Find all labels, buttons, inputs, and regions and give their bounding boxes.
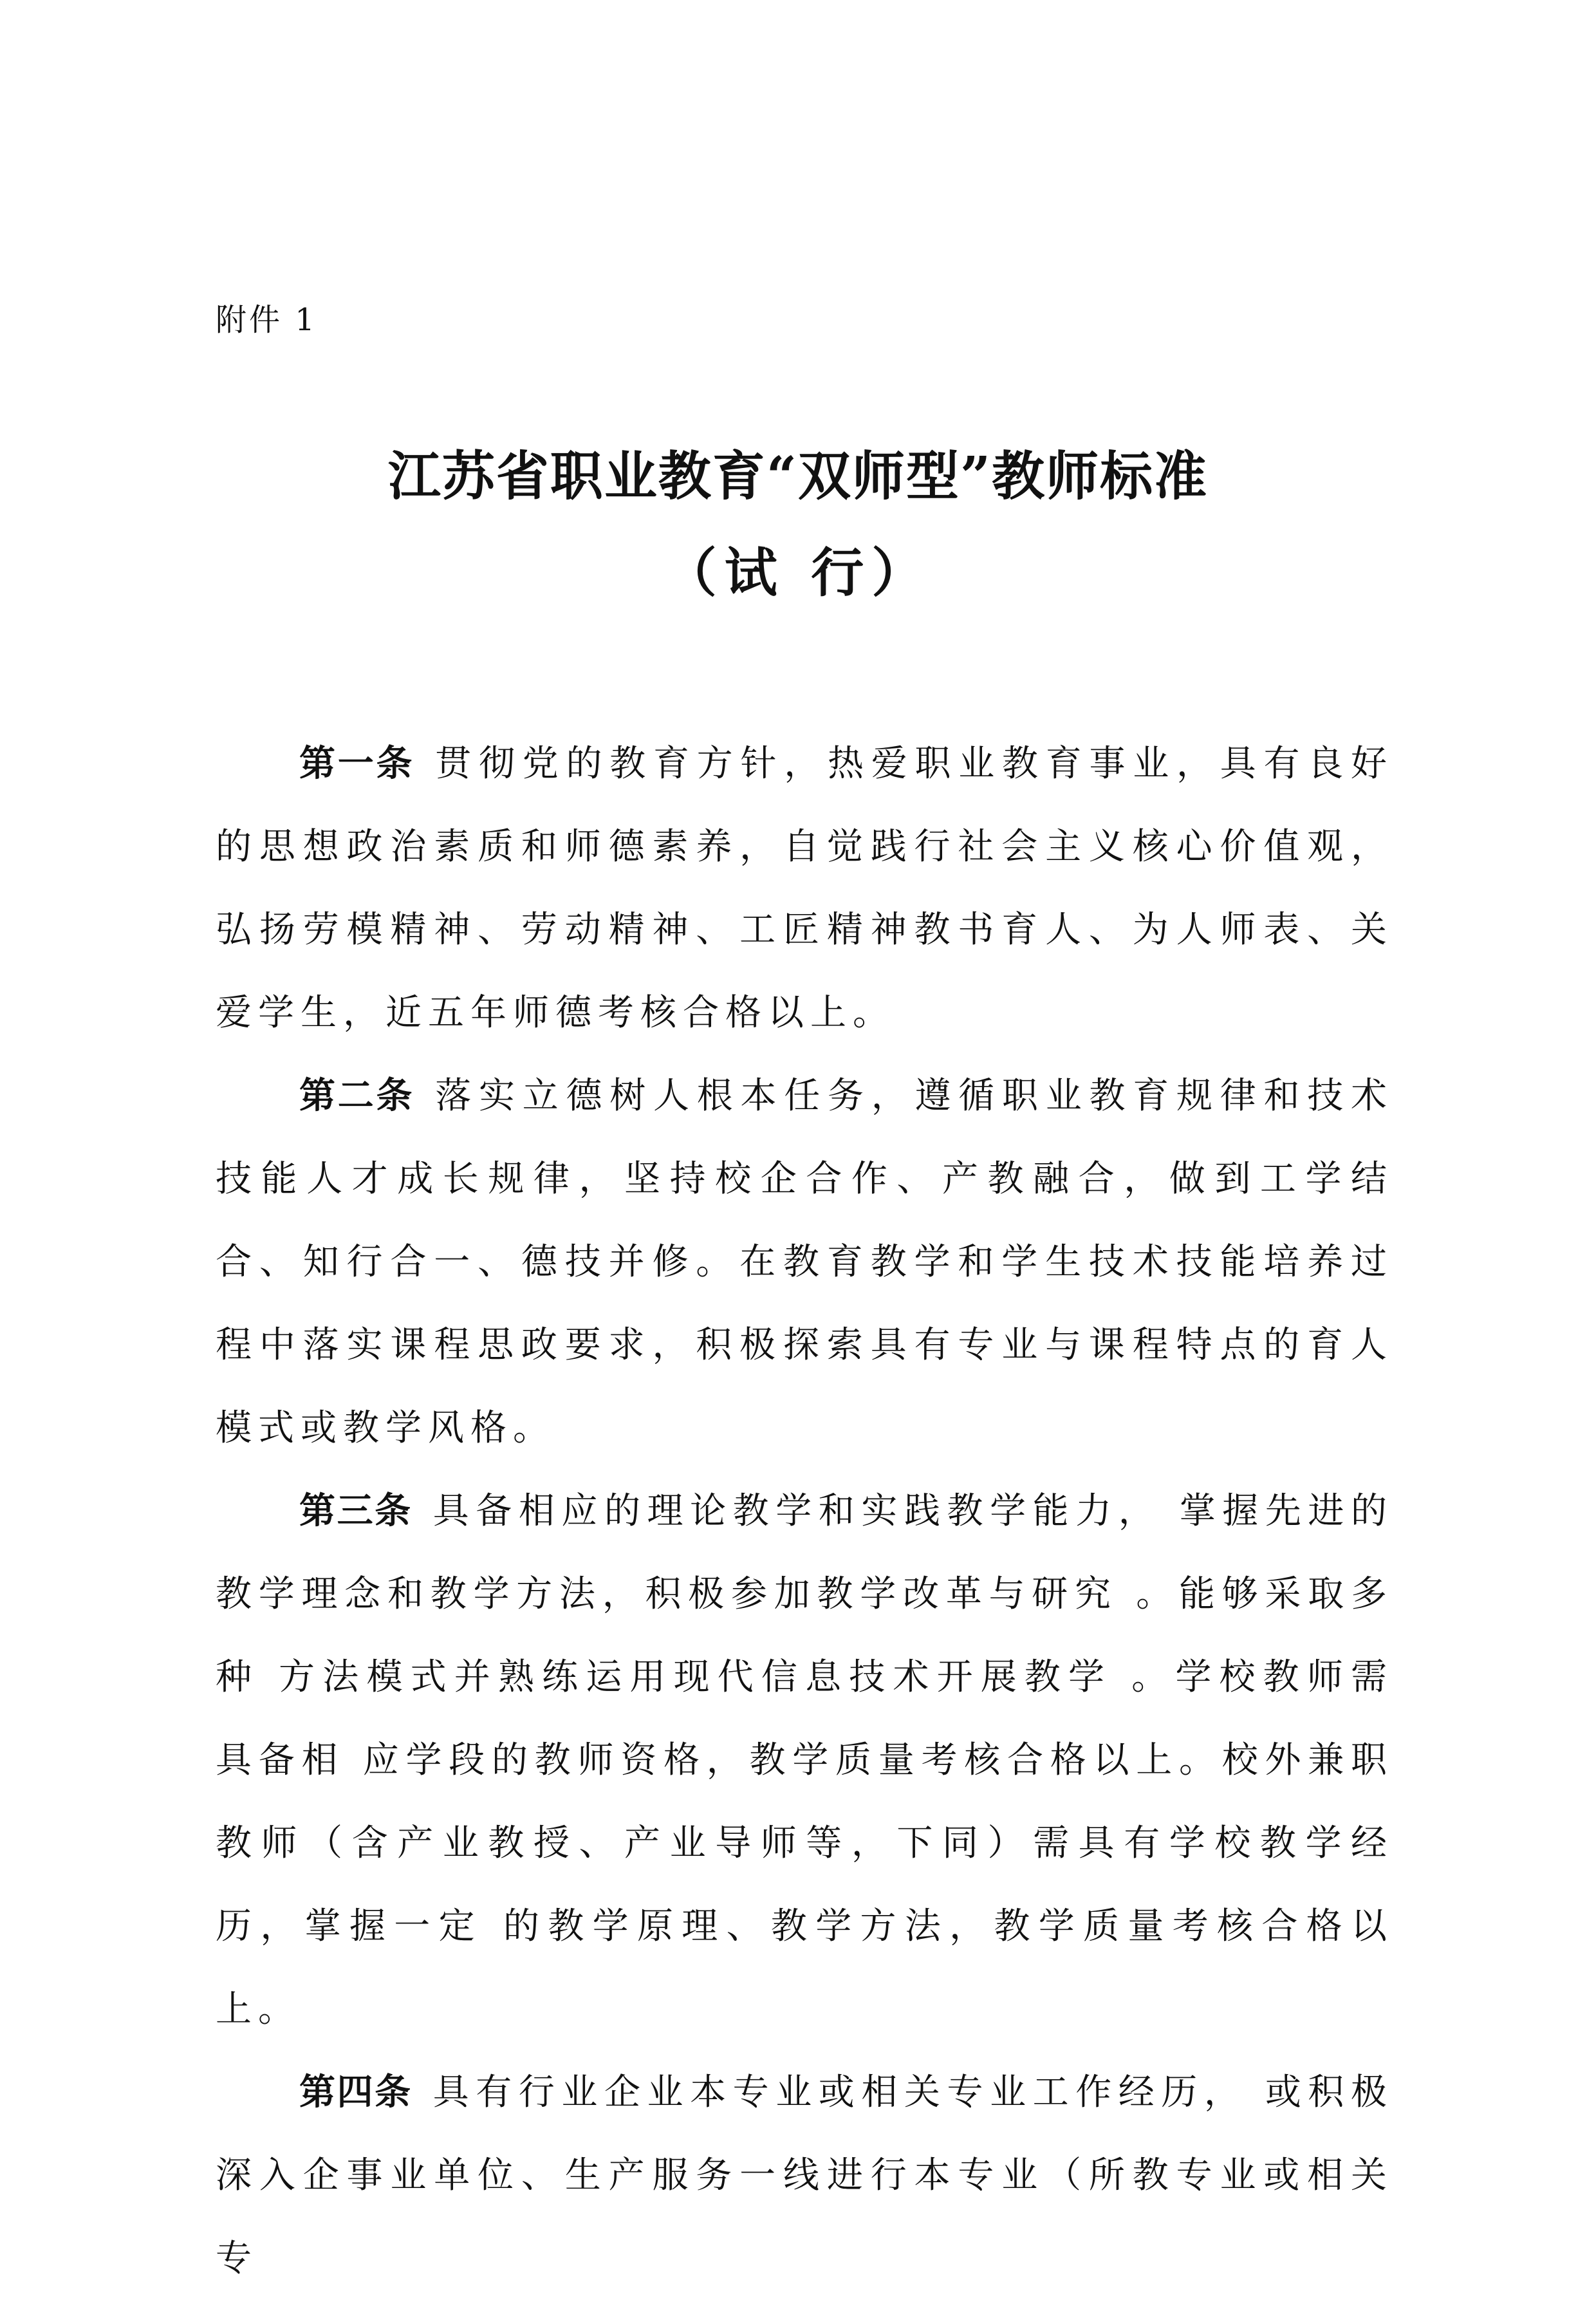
article-1-label: 第一条 xyxy=(299,743,415,785)
article-2-text: 落实立德树人根本任务，遵循职业教育规律和技术技能人才成长规律，坚持校企合作、产教融合，做到工学结合、知行合一、德技并修。在教育教学和学生技术技能培养过程中落实课程思政要求，积极探索具有专业与课程特点的育人模式或教学风格。 xyxy=(216,1075,1393,1449)
article-3 xyxy=(216,1470,1393,2051)
attachment-label: 附件 1 xyxy=(216,302,317,338)
article-2-label: 第二条 xyxy=(299,1075,415,1117)
article-1 xyxy=(216,722,1393,1054)
article-4-label: 第四条 xyxy=(299,2071,413,2113)
article-3-label: 第三条 xyxy=(299,1490,413,1532)
article-4 xyxy=(216,2051,1393,2300)
document-body xyxy=(216,722,1393,2300)
article-3-text: 具备相应的理论教学和实践教学能力， 掌握先进的教学理念和教学方法，积极参加教学改革与研究 。能够采取多种 方法模式并熟练运用现代信息技术开展教学 。学校教师需具备相 应学段的教师资格，教学质量考核合格以上。校外兼职教师（含产业教授、产业导师等，下同）需具有学校教学经历，掌握一定 的教学原理、教学方法，教学质量考核合格以上。 xyxy=(216,1490,1393,2030)
article-1-text: 贯彻党的教育方针，热爱职业教育事业，具有良好的思想政治素质和师德素养，自觉践行社会主义核心价值观，弘扬劳模精神、劳动精神、工匠精神教书育人、为人师表、关爱学生，近五年师德考核合格以上。 xyxy=(216,743,1393,1034)
document-title: 江苏省职业教育“双师型”教师标准 xyxy=(387,445,1209,507)
document-subtitle: （试 行） xyxy=(663,542,933,604)
article-4-text: 具有行业企业本专业或相关专业工作经历， 或积极深入企事业单位、生产服务一线进行本专业（所教专业或相关专 xyxy=(216,2071,1393,2279)
article-2 xyxy=(216,1054,1393,1470)
